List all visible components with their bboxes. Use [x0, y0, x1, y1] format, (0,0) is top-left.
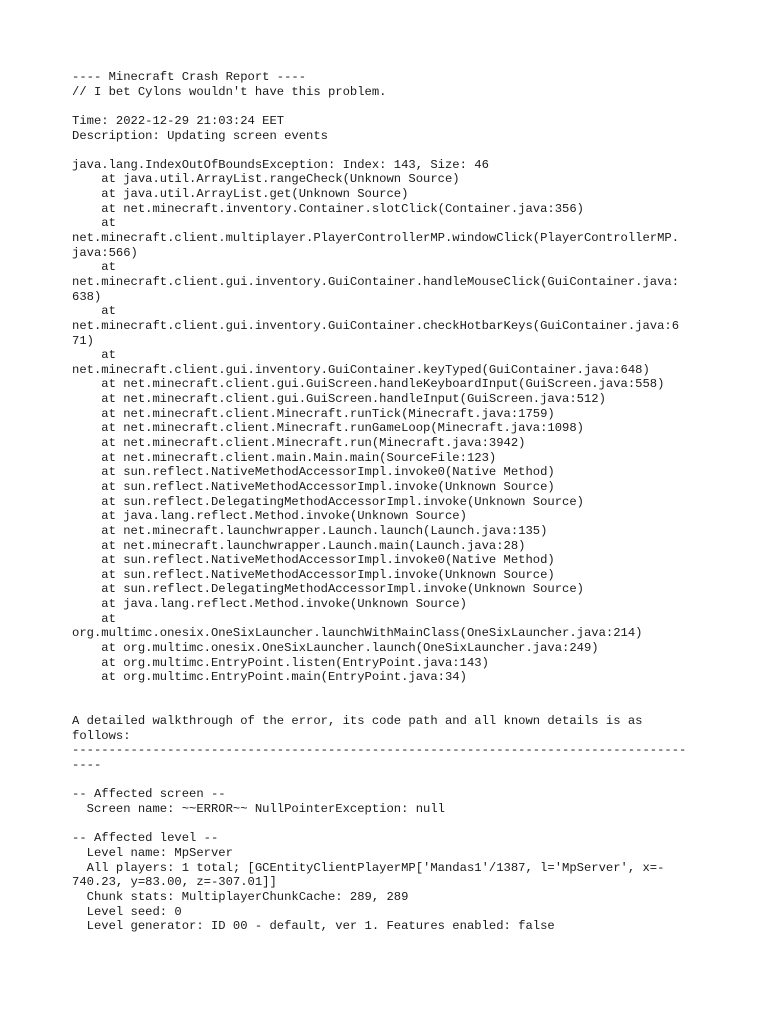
report-line: at net.minecraft.client.Minecraft.runTick(Minecraft.java:1759) — [72, 406, 555, 421]
report-line: at net.minecraft.inventory.Container.slotClick(Container.java:356) — [72, 201, 584, 216]
report-line: at net.minecraft.client.Minecraft.run(Minecraft.java:3942) — [72, 436, 526, 451]
report-line: org.multimc.onesix.OneSixLauncher.launchWithMainClass(OneSixLauncher.java:214) — [72, 626, 643, 641]
report-line: A detailed walkthrough of the error, its code path and all known details is as — [72, 714, 643, 729]
crash-report-text — [72, 70, 702, 934]
report-line: follows: — [72, 728, 131, 743]
report-line: at org.multimc.EntryPoint.main(EntryPoint.java:34) — [72, 670, 467, 685]
report-line: at java.util.ArrayList.rangeCheck(Unknown Source) — [72, 172, 460, 187]
report-line: at net.minecraft.client.gui.GuiScreen.handleInput(GuiScreen.java:512) — [72, 392, 606, 407]
report-line: All players: 1 total; [GCEntityClientPlayerMP['Mandas1'/1387, l='MpServer', x=- — [72, 860, 665, 875]
report-line: java.lang.IndexOutOfBoundsException: Index: 143, Size: 46 — [72, 157, 489, 172]
report-line: at java.util.ArrayList.get(Unknown Source) — [72, 187, 409, 202]
report-line: at sun.reflect.NativeMethodAccessorImpl.invoke0(Native Method) — [72, 465, 555, 480]
report-line — [72, 143, 702, 158]
report-line: Level generator: ID 00 - default, ver 1. Features enabled: false — [72, 919, 555, 934]
report-line: at org.multimc.onesix.OneSixLauncher.launch(OneSixLauncher.java:249) — [72, 640, 599, 655]
report-line: ------------------------------------------------------------------------------------ — [72, 743, 687, 758]
report-line: at sun.reflect.DelegatingMethodAccessorImpl.invoke(Unknown Source) — [72, 582, 584, 597]
report-line — [72, 817, 702, 832]
report-line — [72, 685, 702, 700]
report-line: at sun.reflect.NativeMethodAccessorImpl.invoke(Unknown Source) — [72, 479, 555, 494]
report-line: at net.minecraft.launchwrapper.Launch.main(Launch.java:28) — [72, 538, 526, 553]
report-line: net.minecraft.client.gui.inventory.GuiContainer.checkHotbarKeys(GuiContainer.java:6 — [72, 318, 680, 333]
report-line — [72, 773, 702, 788]
report-line: // I bet Cylons wouldn't have this problem. — [72, 84, 387, 99]
report-line: -- Affected screen -- — [72, 787, 226, 802]
report-line: ---- — [72, 758, 102, 773]
report-line: 71) — [72, 333, 94, 348]
report-line: net.minecraft.client.gui.inventory.GuiContainer.handleMouseClick(GuiContainer.java: — [72, 274, 680, 289]
report-line: 740.23, y=83.00, z=-307.01]] — [72, 875, 277, 890]
report-line: at java.lang.reflect.Method.invoke(Unknown Source) — [72, 597, 467, 612]
report-line: java:566) — [72, 245, 138, 260]
report-line: at sun.reflect.DelegatingMethodAccessorImpl.invoke(Unknown Source) — [72, 494, 584, 509]
report-line: at — [72, 216, 116, 231]
report-line: at org.multimc.EntryPoint.listen(EntryPoint.java:143) — [72, 655, 489, 670]
report-line: at — [72, 304, 116, 319]
report-line: Description: Updating screen events — [72, 128, 328, 143]
report-line: ---- Minecraft Crash Report ---- — [72, 70, 307, 84]
report-line: at sun.reflect.NativeMethodAccessorImpl.invoke(Unknown Source) — [72, 567, 555, 582]
report-line: at — [72, 348, 116, 363]
report-line: at net.minecraft.client.Minecraft.runGameLoop(Minecraft.java:1098) — [72, 421, 584, 436]
report-line — [72, 99, 702, 114]
report-line: net.minecraft.client.multiplayer.PlayerControllerMP.windowClick(PlayerControllerMP. — [72, 231, 680, 246]
report-line: at net.minecraft.client.gui.GuiScreen.handleKeyboardInput(GuiScreen.java:558) — [72, 377, 665, 392]
report-line: at net.minecraft.client.main.Main.main(SourceFile:123) — [72, 450, 497, 465]
report-line: at — [72, 611, 116, 626]
report-line: Level name: MpServer — [72, 845, 233, 860]
report-line: Time: 2022-12-29 21:03:24 EET — [72, 113, 285, 128]
report-line: at — [72, 260, 116, 275]
report-line: Screen name: ~~ERROR~~ NullPointerException: null — [72, 802, 445, 817]
report-line: -- Affected level -- — [72, 831, 219, 846]
report-line: at net.minecraft.launchwrapper.Launch.launch(Launch.java:135) — [72, 523, 548, 538]
report-line — [72, 700, 702, 715]
report-line: net.minecraft.client.gui.inventory.GuiContainer.keyTyped(GuiContainer.java:648) — [72, 362, 650, 377]
report-line: 638) — [72, 289, 102, 304]
report-line: at java.lang.reflect.Method.invoke(Unknown Source) — [72, 509, 467, 524]
report-line: at sun.reflect.NativeMethodAccessorImpl.invoke0(Native Method) — [72, 553, 555, 568]
report-line: Level seed: 0 — [72, 904, 182, 919]
report-line: Chunk stats: MultiplayerChunkCache: 289, 289 — [72, 889, 409, 904]
